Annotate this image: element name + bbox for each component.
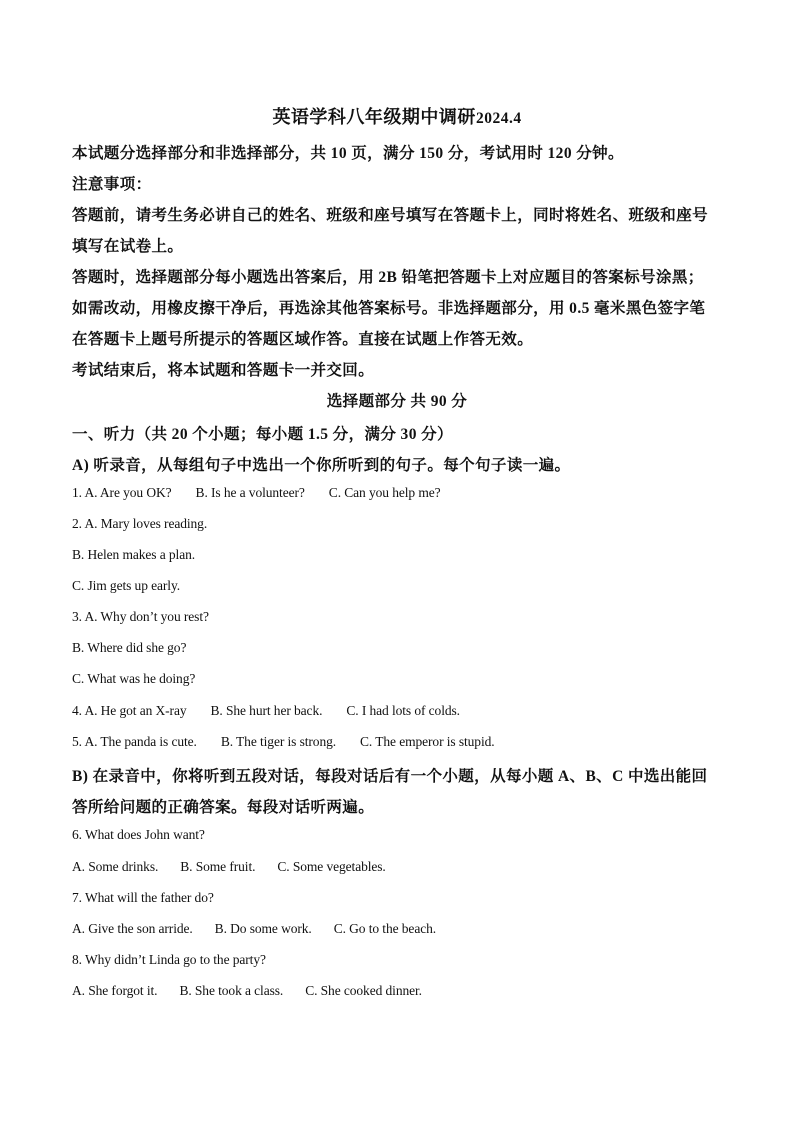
- note-2a: 答题时，选择题部分每小题选出答案后，用 2B 铅笔把答题卡上对应题目的答案标号涂黑；: [72, 269, 704, 286]
- q7-options: [72, 921, 436, 937]
- q2-option-a: 2. A. Mary loves reading.: [72, 516, 208, 531]
- q6-option-c: C. Some vegetables.: [277, 859, 386, 874]
- note-2b: 如需改动，用橡皮擦干净后，再选涂其他答案标号。非选择题部分，用 0.5 毫米黑色签字笔: [72, 300, 706, 317]
- note-3: 考试结束后，将本试题和答题卡一并交回。: [72, 362, 375, 379]
- q1-option-c: C. Can you help me?: [328, 485, 441, 500]
- q1-option-a: 1. A. Are you OK?: [72, 485, 172, 500]
- intro-line: 本试题分选择部分和非选择部分，共 10 页，满分 150 分，考试用时 120 分钟。: [72, 145, 624, 162]
- q7-option-b: B. Do some work.: [214, 921, 312, 936]
- q3-option-a: 3. A. Why don’t you rest?: [72, 609, 209, 624]
- q4-option-b: B. She hurt her back.: [210, 703, 323, 718]
- section-b-instruction-1: B) 在录音中，你将听到五段对话，每段对话后有一个小题，从每小题 A、B、C 中选出能回: [72, 768, 708, 785]
- part1-heading: 一、听力（共 20 个小题；每小题 1.5 分，满分 30 分）: [72, 426, 453, 443]
- note-1a: 答题前，请考生务必讲自己的姓名、班级和座号填写在答题卡上，同时将姓名、班级和座号: [72, 207, 709, 224]
- question-4: [72, 703, 460, 719]
- q8-option-a: A. She forgot it.: [72, 983, 158, 998]
- title-year: 2024.4: [475, 110, 522, 127]
- q1-option-b: B. Is he a volunteer?: [195, 485, 305, 500]
- question-8: 8. Why didn’t Linda go to the party?: [72, 952, 266, 967]
- notes-heading: 注意事项：: [72, 176, 152, 193]
- q3-option-c: C. What was he doing?: [72, 671, 196, 686]
- question-7: 7. What will the father do?: [72, 890, 214, 905]
- q6-option-b: B. Some fruit.: [180, 859, 256, 874]
- question-5: [72, 734, 495, 750]
- section-title: 选择题部分 共 90 分: [326, 393, 468, 410]
- q3-option-b: B. Where did she go?: [72, 640, 187, 655]
- q4-option-a: 4. A. He got an X-ray: [72, 703, 187, 718]
- q5-option-b: B. The tiger is strong.: [220, 734, 337, 749]
- question-6: 6. What does John want?: [72, 827, 205, 842]
- q8-options: [72, 983, 422, 999]
- q4-option-c: C. I had lots of colds.: [346, 703, 460, 718]
- section-b-instruction-2: 答所给问题的正确答案。每段对话听两遍。: [72, 799, 375, 816]
- title-main: 英语学科八年级期中调研: [272, 107, 476, 127]
- q2-option-c: C. Jim gets up early.: [72, 578, 181, 593]
- q5-option-c: C. The emperor is stupid.: [360, 734, 495, 749]
- q8-option-b: B. She took a class.: [179, 983, 284, 998]
- page-title: [0, 103, 794, 129]
- q6-options: [72, 859, 386, 875]
- section-a-instruction: A) 听录音，从每组句子中选出一个你所听到的句子。每个句子读一遍。: [72, 457, 571, 474]
- q7-option-a: A. Give the son arride.: [72, 921, 193, 936]
- q5-option-a: 5. A. The panda is cute.: [72, 734, 197, 749]
- q7-option-c: C. Go to the beach.: [333, 921, 437, 936]
- note-2c: 在答题卡上题号所提示的答题区域作答。直接在试题上作答无效。: [72, 331, 534, 348]
- question-1: [72, 485, 441, 501]
- q6-option-a: A. Some drinks.: [72, 859, 159, 874]
- q8-option-c: C. She cooked dinner.: [305, 983, 422, 998]
- q2-option-b: B. Helen makes a plan.: [72, 547, 196, 562]
- note-1b: 填写在试卷上。: [72, 238, 184, 255]
